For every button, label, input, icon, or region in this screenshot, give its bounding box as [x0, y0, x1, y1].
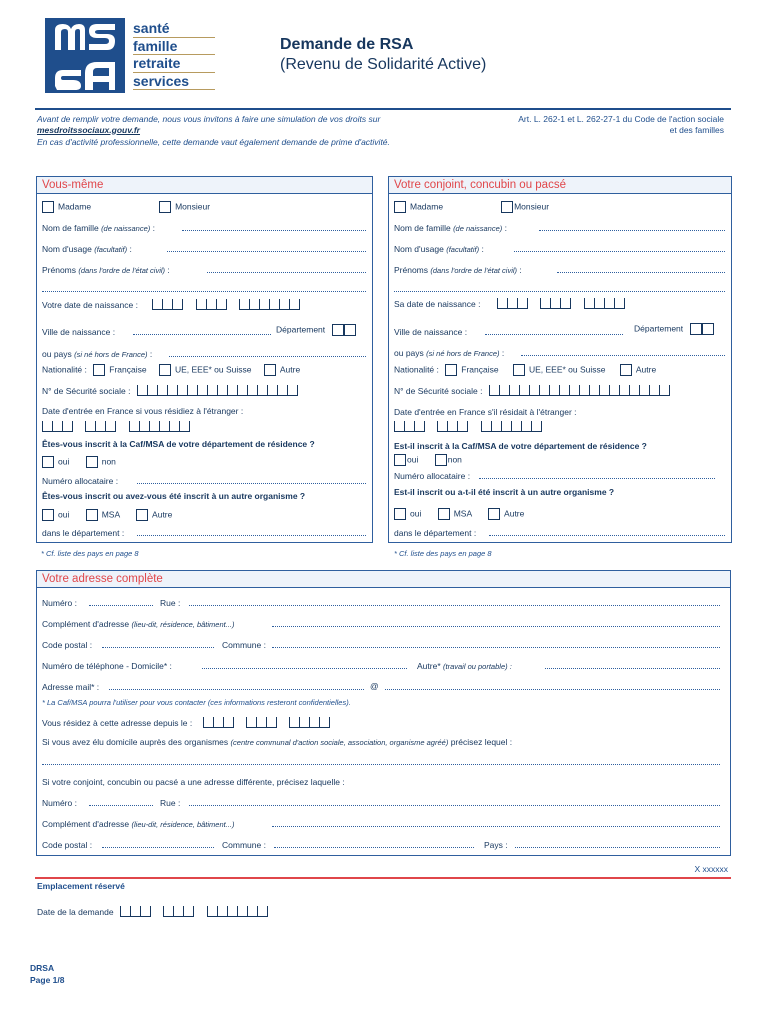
- address-conjoint-commune-field[interactable]: [274, 840, 474, 848]
- self-allocataire-label: Numéro allocataire :: [42, 476, 119, 486]
- logo-tagline: [133, 20, 215, 90]
- address-since-year[interactable]: [289, 717, 330, 728]
- self-nom-famille-field[interactable]: [182, 223, 366, 231]
- address-conjoint-pays-label: Pays :: [484, 840, 508, 850]
- partner-footnote: * Cf. liste des pays en page 8: [394, 549, 492, 558]
- form-subtitle: (Revenu de Solidarité Active): [280, 56, 487, 73]
- self-caf-question: Êtes-vous inscrit à la Caf/MSA de votre département de résidence ?: [42, 439, 315, 449]
- self-caf-oui-label: oui: [58, 456, 70, 467]
- partner-org-autre-label: Autre: [504, 508, 525, 519]
- address-conjoint-rue-field[interactable]: [189, 798, 720, 806]
- partner-madame-checkbox[interactable]: [394, 201, 406, 213]
- partner-caf-oui-checkbox[interactable]: [394, 454, 406, 466]
- self-autre-checkbox[interactable]: [264, 364, 276, 376]
- self-autre-label: Autre: [279, 364, 301, 375]
- self-entry-month[interactable]: [85, 421, 116, 432]
- partner-francaise-checkbox[interactable]: [445, 364, 457, 376]
- partner-nom-famille-field[interactable]: [539, 223, 725, 231]
- msa-logo-mark: [45, 18, 125, 93]
- address-since-day[interactable]: [203, 717, 234, 728]
- self-pays-field[interactable]: [169, 349, 366, 357]
- address-telephone-label: Numéro de téléphone - Domicile* :: [42, 661, 172, 671]
- self-dans-departement-field[interactable]: [137, 528, 366, 536]
- partner-nom-famille-note: (de naissance): [453, 224, 503, 233]
- partner-org-msa-checkbox[interactable]: [438, 508, 450, 520]
- self-ville-label: Ville de naissance :: [42, 327, 116, 337]
- self-org-msa-checkbox[interactable]: [86, 509, 98, 521]
- self-org-oui-label: oui: [58, 509, 70, 520]
- header-divider: [35, 108, 731, 110]
- self-departement-label: Département: [276, 324, 326, 335]
- address-telephone-field[interactable]: [202, 661, 407, 669]
- address-conjoint-pays-field[interactable]: [515, 840, 720, 848]
- partner-pays-field[interactable]: [521, 348, 725, 356]
- partner-allocataire-field[interactable]: [479, 471, 715, 479]
- self-secu-label: N° de Sécurité sociale :: [42, 386, 131, 396]
- self-nom-usage-note: (facultatif): [94, 245, 128, 254]
- footer-code: DRSA: [30, 963, 55, 973]
- address-mail-field[interactable]: [109, 682, 364, 690]
- self-organisme-question: Êtes-vous inscrit ou avez-vous été inscrit à un autre organisme ?: [42, 491, 306, 501]
- partner-organisme-question: Est-il inscrit ou a-t-il été inscrit à un autre organisme ?: [394, 487, 615, 497]
- partner-madame-label: Madame: [410, 201, 444, 212]
- address-autre-tel-note: (travail ou portable) :: [443, 662, 512, 671]
- partner-entry-month[interactable]: [437, 421, 468, 432]
- address-conjoint-code-postal-label: Code postal :: [42, 840, 93, 850]
- self-caf-non-label: non: [101, 456, 116, 467]
- address-mail-label: Adresse mail* :: [42, 682, 100, 692]
- partner-ue-label: UE, EEE* ou Suisse: [528, 364, 606, 375]
- self-panel-title: Vous-même: [37, 177, 372, 194]
- address-conjoint-complement-field[interactable]: [272, 819, 720, 827]
- partner-birth-month[interactable]: [540, 298, 571, 309]
- partner-caf-question: Est-il inscrit à la Caf/MSA de votre département de résidence ?: [394, 441, 647, 451]
- demande-day[interactable]: [120, 906, 151, 917]
- partner-caf-non-checkbox[interactable]: [435, 454, 447, 466]
- partner-departement-box-1[interactable]: [690, 323, 702, 335]
- logo-line-services: services: [133, 73, 215, 91]
- partner-prenoms-field[interactable]: [557, 265, 725, 273]
- address-complement-label: Complément d'adresse: [42, 619, 130, 629]
- self-org-autre-label: Autre: [152, 509, 173, 520]
- reserved-title: Emplacement réservé: [37, 881, 125, 891]
- self-departement-box-2[interactable]: [344, 324, 356, 336]
- partner-pays-label: ou pays: [394, 348, 424, 358]
- self-birth-year[interactable]: [239, 299, 300, 310]
- self-madame-label: Madame: [58, 201, 92, 212]
- partner-birth-day[interactable]: [497, 298, 528, 309]
- partner-panel-title: Votre conjoint, concubin ou pacsé: [389, 177, 731, 194]
- self-ue-label: UE, EEE* ou Suisse: [174, 364, 252, 375]
- at-sign-icon: @: [370, 681, 379, 691]
- self-panel: Vous-même Madame Monsieur Nom de famille (de naissance) : Nom d'usage (facultatif) : Prénoms (dans l'ordre de l'état civil) : Votre date de naissance : Ville de naissance : Département ou pays (si né hors de France) : Nationalité : Française UE, EEE* ou Suisse Autre N° de Sécurité sociale : Date d'entrée en France si vous résidiez à l'étranger : Êtes-vous inscrit à la Caf/MSA de votre département de résidence ? oui non Numéro allocataire : Êtes-vous inscrit ou avez-vous été inscrit à un autre organisme ? oui MSA Autre dans le département :: [36, 176, 373, 543]
- self-entry-day[interactable]: [42, 421, 73, 432]
- self-org-oui-checkbox[interactable]: [42, 509, 54, 521]
- self-prenoms-note: (dans l'ordre de l'état civil): [78, 266, 166, 275]
- self-monsieur-checkbox[interactable]: [159, 201, 171, 213]
- address-conjoint-complement-note: (lieu-dit, résidence, bâtiment...): [131, 820, 235, 829]
- partner-org-oui-label: oui: [410, 508, 422, 519]
- partner-nom-famille-label: Nom de famille: [394, 223, 451, 233]
- address-autre-tel-label: Autre*: [417, 661, 441, 671]
- partner-ville-field[interactable]: [485, 327, 623, 335]
- partner-entry-year[interactable]: [481, 421, 542, 432]
- partner-prenoms-field-2[interactable]: [394, 284, 725, 292]
- self-date-entree-label: Date d'entrée en France si vous résidiez à l'étranger :: [42, 406, 244, 416]
- partner-org-autre-checkbox[interactable]: [488, 508, 500, 520]
- intro-text: [37, 114, 397, 148]
- address-conjoint-numero-field[interactable]: [89, 798, 153, 806]
- self-nom-famille-note: (de naissance): [101, 224, 151, 233]
- address-domicile-field[interactable]: [42, 757, 720, 765]
- partner-pays-note: (si né hors de France): [426, 349, 500, 358]
- partner-panel: Votre conjoint, concubin ou pacsé Madame Monsieur Nom de famille (de naissance) : Nom d'usage (facultatif) : Prénoms (dans l'ordre de l'état civil) : Sa date de naissance : Ville de naissance : Département ou pays (si né hors de France) : Nationalité : Française UE, EEE* ou Suisse Autre N° de Sécurité sociale : Date d'entrée en France s'il résidait à l'étranger : Est-il inscrit à la Caf/MSA de votre département de résidence ? oui non Numéro allocataire : Est-il inscrit ou a-t-il été inscrit à un autre organisme ? oui MSA Autre dans le département :: [388, 176, 732, 543]
- address-complement-field[interactable]: [272, 619, 720, 627]
- partner-nom-usage-note: (facultatif): [446, 245, 480, 254]
- address-numero-label: Numéro :: [42, 598, 77, 608]
- demande-month[interactable]: [163, 906, 194, 917]
- self-monsieur-label: Monsieur: [175, 201, 211, 212]
- self-footnote: * Cf. liste des pays en page 8: [41, 549, 139, 558]
- legal-line2: et des familles: [669, 125, 724, 135]
- address-rue-field[interactable]: [189, 598, 720, 606]
- partner-allocataire-label: Numéro allocataire :: [394, 471, 471, 481]
- self-francaise-checkbox[interactable]: [93, 364, 105, 376]
- address-numero-field[interactable]: [89, 598, 153, 606]
- address-commune-field[interactable]: [272, 640, 720, 648]
- self-prenoms-field[interactable]: [207, 265, 366, 273]
- address-autre-tel-field[interactable]: [545, 661, 720, 669]
- self-nationalite-label: Nationalité :: [42, 364, 87, 375]
- address-commune-label: Commune :: [222, 640, 266, 650]
- address-complement-note: (lieu-dit, résidence, bâtiment...): [131, 620, 235, 629]
- date-demande-label: Date de la demande: [37, 907, 114, 917]
- self-caf-oui-checkbox[interactable]: [42, 456, 54, 468]
- partner-org-msa-label: MSA: [453, 508, 472, 519]
- address-precisez-label: précisez lequel :: [450, 737, 513, 747]
- partner-nom-usage-label: Nom d'usage: [394, 244, 444, 254]
- address-conjoint-label: Si votre conjoint, concubin ou pacsé a une adresse différente, précisez laquelle :: [42, 777, 345, 787]
- logo-line-sante: santé: [133, 20, 215, 38]
- self-ville-field[interactable]: [133, 327, 271, 335]
- partner-ue-checkbox[interactable]: [513, 364, 525, 376]
- address-rue-label: Rue :: [160, 598, 181, 608]
- partner-departement-box-2[interactable]: [702, 323, 714, 335]
- partner-monsieur-checkbox[interactable]: [501, 201, 513, 213]
- partner-prenoms-note: (dans l'ordre de l'état civil): [430, 266, 518, 275]
- self-francaise-label: Française: [109, 364, 147, 375]
- self-entry-year[interactable]: [129, 421, 190, 432]
- self-birth-day[interactable]: [152, 299, 183, 310]
- intro-line1: Avant de remplir votre demande, nous vous invitons à faire une simulation de vos droits sur: [37, 114, 381, 124]
- partner-autre-label: Autre: [635, 364, 657, 375]
- self-departement-box-1[interactable]: [332, 324, 344, 336]
- self-pays-label: ou pays: [42, 349, 72, 359]
- address-since-month[interactable]: [246, 717, 277, 728]
- partner-monsieur-label: Monsieur: [514, 201, 550, 212]
- intro-line2: En cas d'activité professionnelle, cette demande vaut également demande de prime d'activité.: [37, 137, 390, 147]
- address-mail-domain-field[interactable]: [385, 682, 720, 690]
- partner-dans-departement-field[interactable]: [489, 528, 725, 536]
- self-pays-note: (si né hors de France): [74, 350, 148, 359]
- address-mail-note: * La Caf/MSA pourra l'utiliser pour vous contacter (ces informations resteront confidentielles).: [42, 698, 351, 707]
- partner-nom-usage-field[interactable]: [514, 244, 725, 252]
- self-madame-checkbox[interactable]: [42, 201, 54, 213]
- partner-francaise-label: Française: [461, 364, 499, 375]
- address-depuis-label: Vous résidez à cette adresse depuis le :: [42, 718, 193, 728]
- form-reference: X xxxxxx: [694, 864, 728, 874]
- self-secu-field[interactable]: [137, 385, 298, 396]
- logo-line-famille: famille: [133, 38, 215, 56]
- legal-reference: [444, 114, 724, 136]
- address-conjoint-numero-label: Numéro :: [42, 798, 77, 808]
- partner-date-naissance-label: Sa date de naissance :: [394, 299, 481, 309]
- self-birth-month[interactable]: [196, 299, 227, 310]
- partner-caf-non-label: non: [447, 454, 462, 465]
- self-prenoms-field-2[interactable]: [42, 284, 366, 292]
- address-conjoint-rue-label: Rue :: [160, 798, 181, 808]
- address-domicile-note: (centre communal d'action sociale, association, organisme agréé): [230, 738, 449, 747]
- partner-org-oui-checkbox[interactable]: [394, 508, 406, 520]
- footer-page: Page 1/8: [30, 975, 65, 985]
- address-panel-title: Votre adresse complète: [37, 571, 730, 588]
- partner-secu-field[interactable]: [489, 385, 670, 396]
- address-conjoint-code-postal-field[interactable]: [102, 840, 214, 848]
- partner-birth-year[interactable]: [584, 298, 625, 309]
- partner-secu-label: N° de Sécurité sociale :: [394, 386, 483, 396]
- address-domicile-label: Si vous avez élu domicile auprès des organismes: [42, 737, 229, 747]
- address-panel: [36, 570, 731, 856]
- partner-dans-departement-label: dans le département :: [394, 528, 477, 538]
- self-nom-usage-field[interactable]: [167, 244, 366, 252]
- self-allocataire-field[interactable]: [137, 476, 366, 484]
- reserved-divider: [35, 877, 731, 879]
- address-code-postal-field[interactable]: [102, 640, 214, 648]
- partner-entry-day[interactable]: [394, 421, 425, 432]
- legal-line1: Art. L. 262-1 et L. 262-27-1 du Code de l'action sociale: [518, 114, 724, 124]
- self-org-autre-checkbox[interactable]: [136, 509, 148, 521]
- form-title: Demande de RSA: [280, 36, 414, 53]
- self-org-msa-label: MSA: [101, 509, 120, 520]
- self-prenoms-label: Prénoms: [42, 265, 77, 275]
- partner-caf-oui-label: oui: [407, 454, 419, 465]
- partner-departement-label: Département: [634, 323, 684, 334]
- self-nom-famille-label: Nom de famille: [42, 223, 99, 233]
- self-dans-departement-label: dans le département :: [42, 528, 125, 538]
- demande-year[interactable]: [207, 906, 268, 917]
- partner-ville-label: Ville de naissance :: [394, 327, 468, 337]
- self-nom-usage-label: Nom d'usage: [42, 244, 92, 254]
- partner-prenoms-label: Prénoms: [394, 265, 429, 275]
- address-code-postal-label: Code postal :: [42, 640, 93, 650]
- partner-date-entree-label: Date d'entrée en France s'il résidait à l'étranger :: [394, 407, 577, 417]
- address-conjoint-commune-label: Commune :: [222, 840, 266, 850]
- msa-logo: [45, 18, 215, 93]
- logo-line-retraite: retraite: [133, 55, 215, 73]
- self-ue-checkbox[interactable]: [159, 364, 171, 376]
- partner-nationalite-label: Nationalité :: [394, 364, 439, 375]
- partner-autre-checkbox[interactable]: [620, 364, 632, 376]
- address-conjoint-complement-label: Complément d'adresse: [42, 819, 130, 829]
- self-date-naissance-label: Votre date de naissance :: [42, 300, 138, 310]
- simulation-link[interactable]: mesdroitssociaux.gouv.fr: [37, 124, 140, 135]
- self-caf-non-checkbox[interactable]: [86, 456, 98, 468]
